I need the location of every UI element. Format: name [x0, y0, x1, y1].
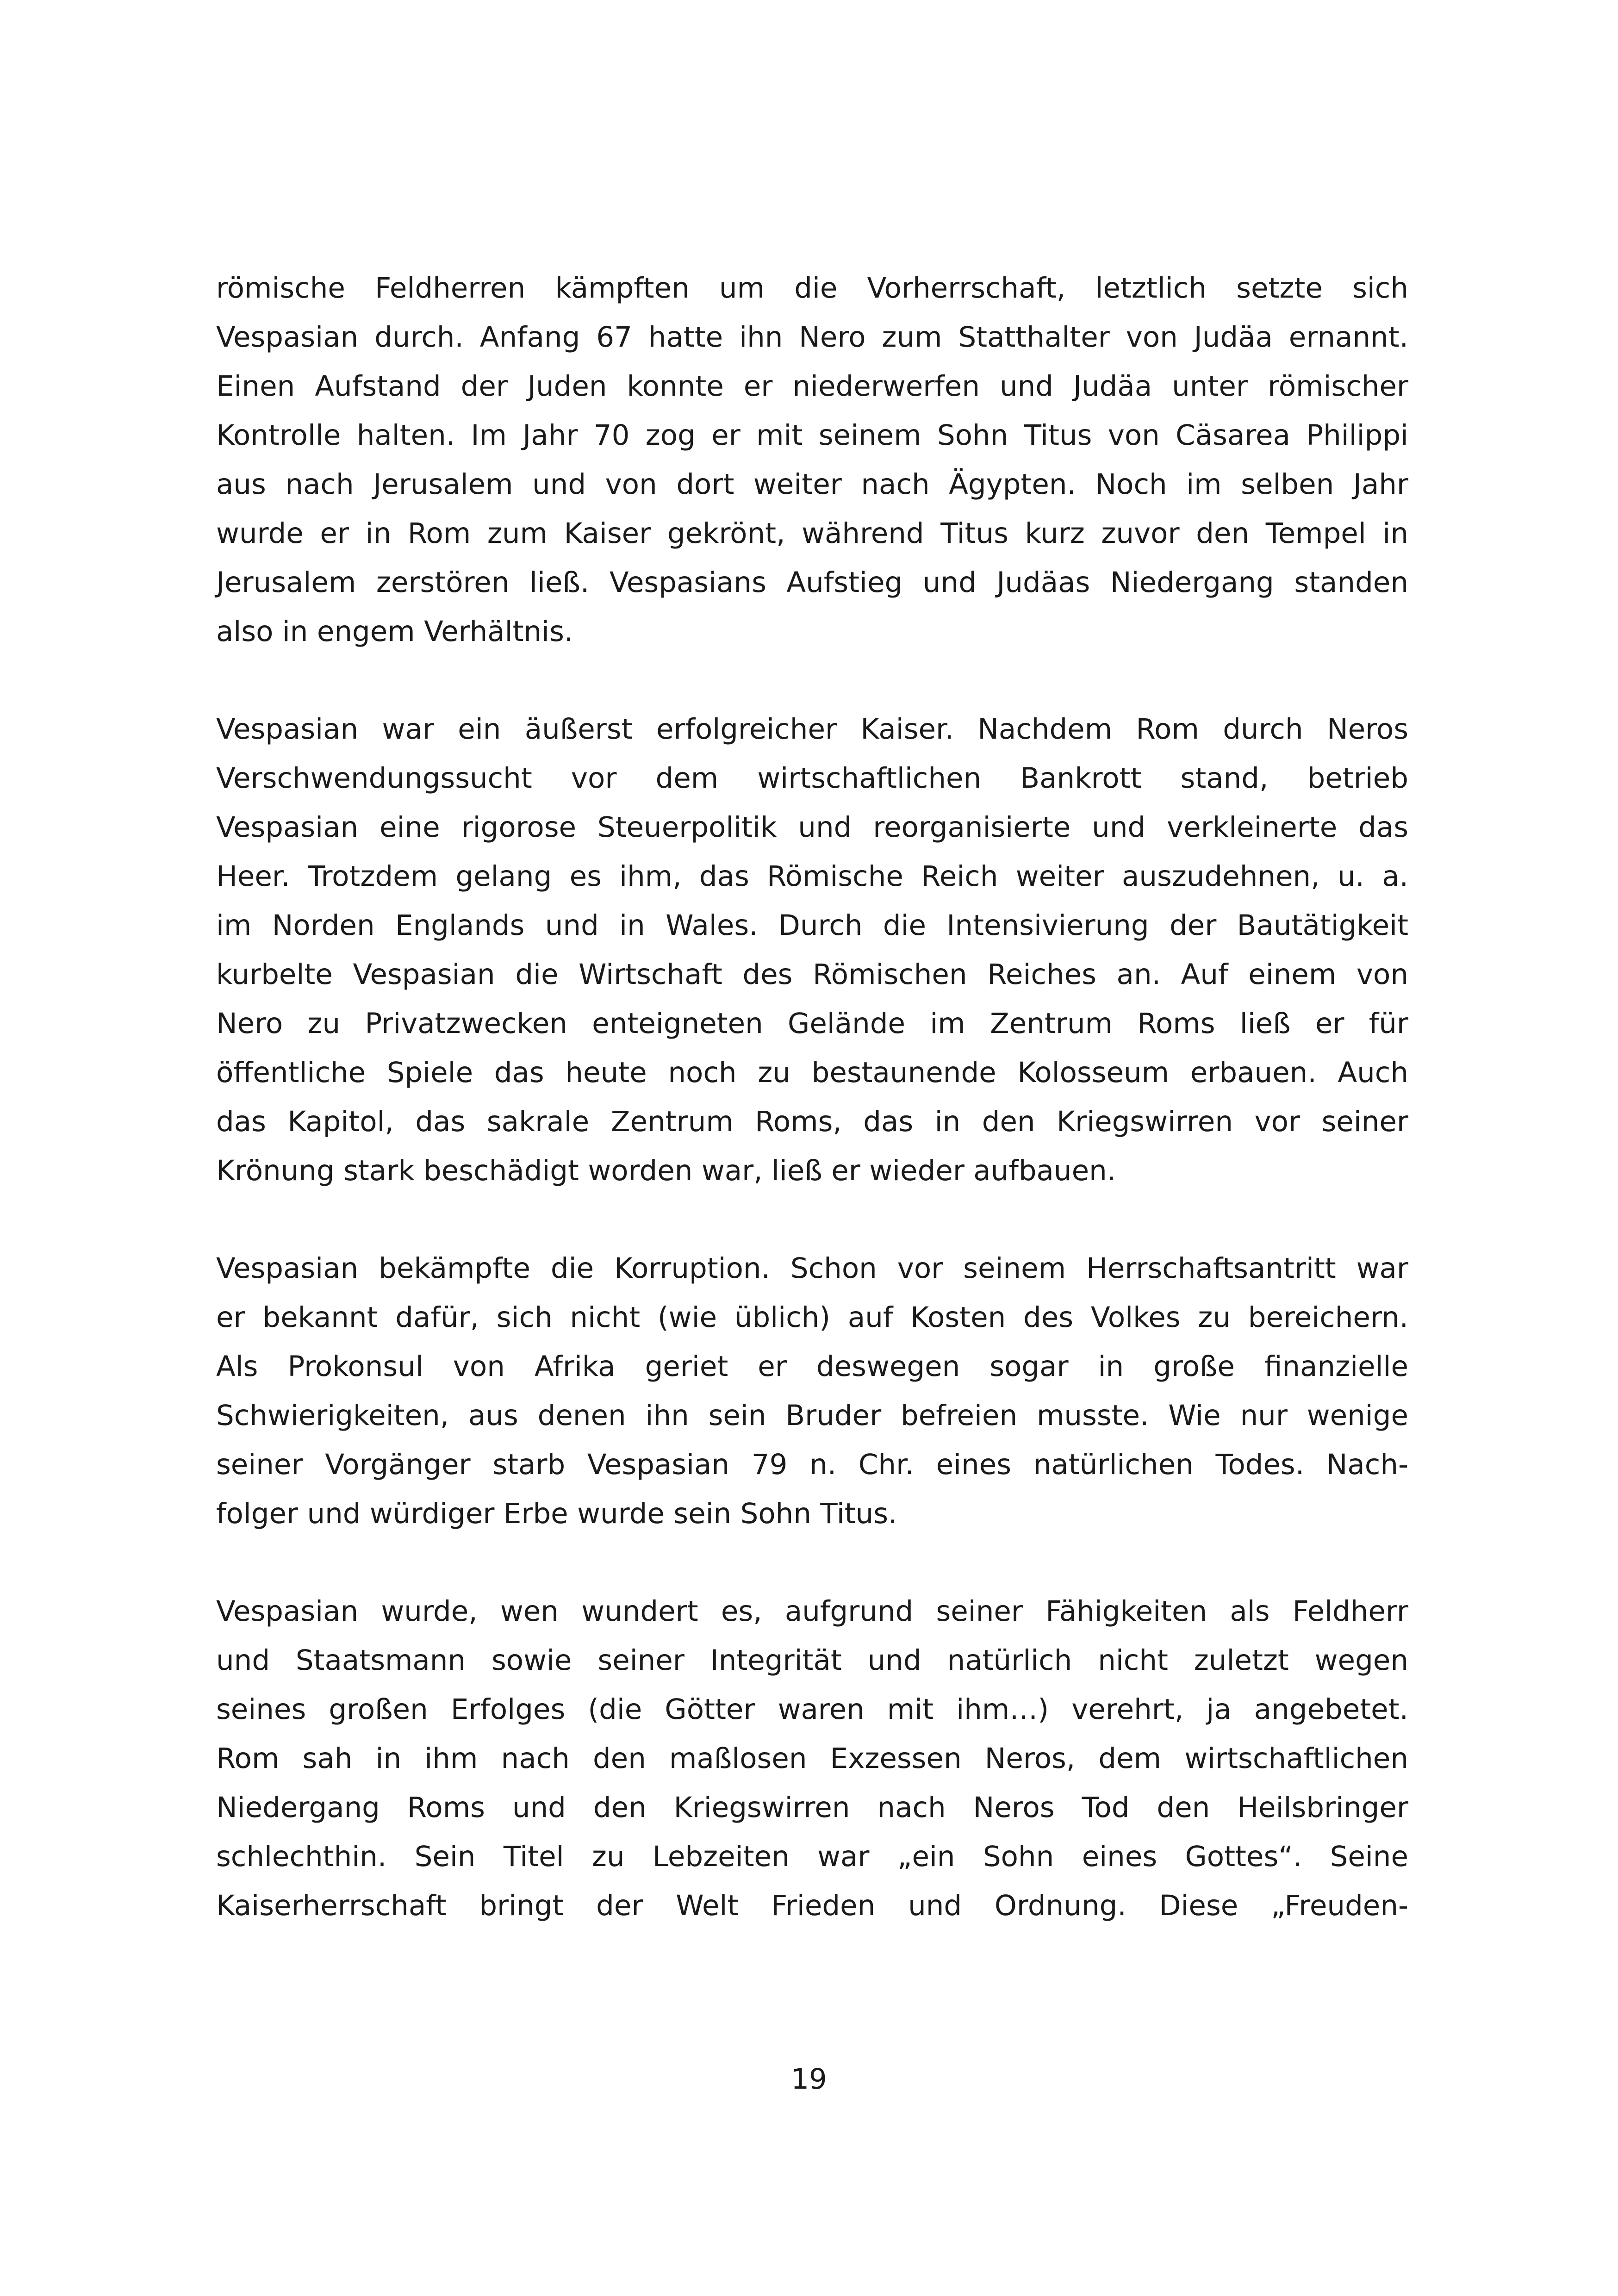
text-line: Vespasian durch. Anfang 67 hatte ihn Nero zum Statthalter von Judäa ernannt.: [216, 321, 1408, 354]
paragraph: [216, 1587, 1408, 1930]
text-line: Schwierigkeiten, aus denen ihn sein Bruder befreien musste. Wie nur wenige: [216, 1399, 1408, 1432]
text-line: das Kapitol, das sakrale Zentrum Roms, das in den Kriegswirren vor seiner: [216, 1105, 1408, 1138]
text-line: Jerusalem zerstören ließ. Vespasians Aufstieg und Judäas Niedergang standen: [216, 566, 1408, 599]
text-line: römische Feldherren kämpften um die Vorherrschaft, letztlich setzte sich: [216, 272, 1408, 305]
text-line: also in engem Verhältnis.: [216, 615, 573, 648]
text-line: Rom sah in ihm nach den maßlosen Exzessen Neros, dem wirtschaftlichen: [216, 1742, 1408, 1775]
text-line: Vespasian eine rigorose Steuerpolitik und reorganisierte und verkleinerte das: [216, 811, 1408, 844]
text-line: wurde er in Rom zum Kaiser gekrönt, während Titus kurz zuvor den Tempel in: [216, 517, 1408, 550]
text-line: öffentliche Spiele das heute noch zu bestaunende Kolosseum erbauen. Auch: [216, 1056, 1408, 1089]
text-line: folger und würdiger Erbe wurde sein Sohn Titus.: [216, 1497, 897, 1530]
text-line: und Staatsmann sowie seiner Integrität und natürlich nicht zuletzt wegen: [216, 1644, 1408, 1677]
text-line: Niedergang Roms und den Kriegswirren nach Neros Tod den Heilsbringer: [216, 1791, 1408, 1824]
text-line: seiner Vorgänger starb Vespasian 79 n. Chr. eines natürlichen Todes. Nach-: [216, 1448, 1408, 1481]
text-line: Vespasian bekämpfte die Korruption. Schon vor seinem Herrschaftsantritt war: [216, 1252, 1408, 1285]
text-line: Vespasian war ein äußerst erfolgreicher Kaiser. Nachdem Rom durch Neros: [216, 713, 1408, 746]
text-line: Einen Aufstand der Juden konnte er niederwerfen und Judäa unter römischer: [216, 370, 1408, 403]
text-line: kurbelte Vespasian die Wirtschaft des Römischen Reiches an. Auf einem von: [216, 958, 1408, 991]
text-line: Kaiserherrschaft bringt der Welt Frieden und Ordnung. Diese „Freuden-: [216, 1889, 1408, 1922]
text-line: Vespasian wurde, wen wundert es, aufgrund seiner Fähigkeiten als Feldherr: [216, 1595, 1408, 1628]
text-line: er bekannt dafür, sich nicht (wie üblich) auf Kosten des Volkes zu bereichern.: [216, 1301, 1408, 1334]
text-line: Heer. Trotzdem gelang es ihm, das Römische Reich weiter auszudehnen, u. a.: [216, 860, 1408, 893]
text-line: Nero zu Privatzwecken enteigneten Gelände im Zentrum Roms ließ er für: [216, 1007, 1408, 1040]
text-line: schlechthin. Sein Titel zu Lebzeiten war „ein Sohn eines Gottes“. Seine: [216, 1840, 1408, 1873]
text-line: aus nach Jerusalem und von dort weiter nach Ägypten. Noch im selben Jahr: [216, 468, 1408, 501]
paragraph: [216, 264, 1408, 656]
text-line: Kontrolle halten. Im Jahr 70 zog er mit seinem Sohn Titus von Cäsarea Philippi: [216, 419, 1408, 452]
text-line: Krönung stark beschädigt worden war, ließ er wieder aufbauen.: [216, 1154, 1116, 1187]
page-number: 19: [791, 2063, 827, 2096]
text-line: seines großen Erfolges (die Götter waren mit ihm…) verehrt, ja angebetet.: [216, 1693, 1408, 1726]
text-line: Als Prokonsul von Afrika geriet er deswegen sogar in große finanzielle: [216, 1350, 1408, 1383]
body-text: [216, 264, 1408, 1979]
paragraph: [216, 1244, 1408, 1538]
paragraph: [216, 705, 1408, 1195]
text-line: im Norden Englands und in Wales. Durch die Intensivierung der Bautätigkeit: [216, 909, 1408, 942]
text-line: Verschwendungssucht vor dem wirtschaftlichen Bankrott stand, betrieb: [216, 762, 1408, 795]
